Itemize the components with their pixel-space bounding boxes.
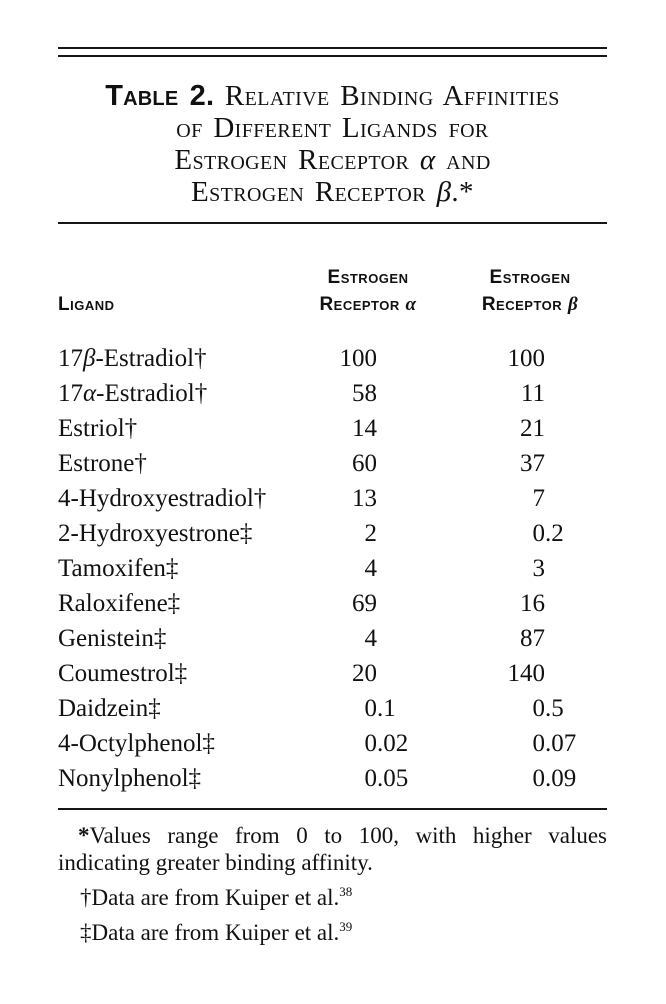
- table-row: [58, 691, 607, 726]
- header-er-beta: [460, 264, 600, 318]
- value-integer-part: 7: [532, 485, 545, 512]
- value-integer-part: 0: [364, 695, 377, 722]
- value-integer-part: 4: [364, 625, 377, 652]
- er-beta-value-cell: [490, 516, 605, 551]
- ligand-name-cell: Estriol†: [58, 415, 138, 442]
- value-integer-part: 14: [352, 415, 377, 442]
- er-alpha-value-cell: [306, 341, 418, 376]
- er-beta-value-cell: [490, 481, 605, 516]
- ligand-name-cell: 4-Hydroxyestradiol†: [58, 485, 267, 512]
- value-integer-part: 0: [532, 695, 545, 722]
- er-alpha-value-cell: [306, 761, 418, 796]
- ligand-name-cell: Raloxifene‡: [58, 590, 181, 617]
- table-row: [58, 516, 607, 551]
- table-row: [58, 446, 607, 481]
- ligand-name-cell: Tamoxifen‡: [58, 555, 179, 582]
- header-er-beta-line-1: Estrogen: [489, 267, 571, 288]
- value-integer-part: 4: [364, 555, 377, 582]
- value-fraction-part: .1: [377, 695, 396, 722]
- reference-number-38: 38: [339, 884, 353, 899]
- er-beta-value-cell: [490, 376, 605, 411]
- value-integer-part: 0: [532, 765, 545, 792]
- er-alpha-value-cell: [306, 586, 418, 621]
- value-integer-part: 0: [364, 765, 377, 792]
- footnote-dagger: [58, 884, 607, 911]
- er-alpha-value-cell: [306, 446, 418, 481]
- header-er-alpha: [306, 264, 430, 318]
- footnote-values-range: [58, 822, 607, 876]
- value-fraction-part: .2: [545, 520, 564, 547]
- footnote-dagger-text: Data are from Kuiper et al.: [91, 885, 340, 910]
- table-bottom-rule: [58, 808, 607, 810]
- er-beta-value-cell: [490, 726, 605, 761]
- value-fraction-part: .5: [545, 695, 564, 722]
- value-fraction-part: .09: [545, 765, 577, 792]
- title-separator-rule: [58, 222, 607, 224]
- ligand-name-cell: Nonylphenol‡: [58, 765, 202, 792]
- header-ligand: Ligand: [58, 294, 115, 315]
- table-row: [58, 656, 607, 691]
- table-title: [58, 80, 607, 208]
- table-number-label: Table 2.: [105, 80, 215, 112]
- value-integer-part: 37: [520, 450, 545, 477]
- dagger-marker: †: [80, 885, 92, 910]
- top-double-rule-upper: [58, 47, 607, 49]
- reference-number-39: 39: [339, 919, 353, 934]
- table-row: [58, 621, 607, 656]
- table-row: [58, 726, 607, 761]
- table-title-text: Relative Binding Affinities: [224, 80, 560, 112]
- value-fraction-part: .05: [377, 765, 409, 792]
- table-row: [58, 341, 607, 376]
- header-er-alpha-line-2: Receptor α: [319, 294, 417, 315]
- value-integer-part: 3: [532, 555, 545, 582]
- er-alpha-value-cell: [306, 376, 418, 411]
- ligand-name-cell: 2-Hydroxyestrone‡: [58, 520, 253, 547]
- er-beta-value-cell: [490, 446, 605, 481]
- value-integer-part: 16: [520, 590, 545, 617]
- er-beta-value-cell: [490, 691, 605, 726]
- er-beta-value-cell: [490, 621, 605, 656]
- footnote-values-range-text: Values range from 0 to 100, with higher values indicating greater binding affinity.: [58, 823, 607, 875]
- ligand-name-cell: 17α-Estradiol†: [58, 380, 208, 407]
- table-row: [58, 411, 607, 446]
- value-integer-part: 13: [352, 485, 377, 512]
- table-rows: [58, 341, 607, 796]
- value-integer-part: 87: [520, 625, 545, 652]
- er-alpha-value-cell: [306, 621, 418, 656]
- value-fraction-part: .07: [545, 730, 577, 757]
- table-header-row: [58, 264, 607, 318]
- table-row: [58, 551, 607, 586]
- table-title-line-1: [58, 80, 607, 112]
- value-integer-part: 100: [507, 345, 545, 372]
- value-integer-part: 100: [339, 345, 377, 372]
- value-integer-part: 69: [352, 590, 377, 617]
- er-alpha-value-cell: [306, 411, 418, 446]
- er-alpha-value-cell: [306, 691, 418, 726]
- value-integer-part: 20: [352, 660, 377, 687]
- value-fraction-part: .02: [377, 730, 409, 757]
- er-beta-value-cell: [490, 586, 605, 621]
- value-integer-part: 58: [352, 380, 377, 407]
- top-double-rule-lower: [58, 55, 607, 57]
- asterisk-marker: *: [78, 823, 90, 848]
- footnote-double-dagger: [58, 919, 607, 946]
- table-title-line-4: Estrogen Receptor β.*: [191, 176, 474, 208]
- er-alpha-value-cell: [306, 516, 418, 551]
- value-integer-part: 11: [520, 380, 545, 407]
- ligand-name-cell: Coumestrol‡: [58, 660, 188, 687]
- ligand-name-cell: Daidzein‡: [58, 695, 161, 722]
- value-integer-part: 2: [364, 520, 377, 547]
- footnote-double-dagger-text: Data are from Kuiper et al.: [91, 920, 340, 945]
- er-beta-value-cell: [490, 761, 605, 796]
- ligand-name-cell: Estrone†: [58, 450, 147, 477]
- ligand-name-cell: Genistein‡: [58, 625, 167, 652]
- er-beta-value-cell: [490, 551, 605, 586]
- er-alpha-value-cell: [306, 656, 418, 691]
- header-er-alpha-line-1: Estrogen: [327, 267, 409, 288]
- double-dagger-marker: ‡: [80, 920, 92, 945]
- er-beta-value-cell: [490, 411, 605, 446]
- value-integer-part: 0: [364, 730, 377, 757]
- er-beta-value-cell: [490, 656, 605, 691]
- er-alpha-value-cell: [306, 726, 418, 761]
- table-title-line-3: Estrogen Receptor α and: [174, 144, 491, 176]
- value-integer-part: 140: [507, 660, 545, 687]
- value-integer-part: 0: [532, 520, 545, 547]
- table-row: [58, 481, 607, 516]
- er-beta-value-cell: [490, 341, 605, 376]
- value-integer-part: 60: [352, 450, 377, 477]
- table-row: [58, 761, 607, 796]
- ligand-name-cell: 17β-Estradiol†: [58, 345, 207, 372]
- er-alpha-value-cell: [306, 551, 418, 586]
- ligand-name-cell: 4-Octylphenol‡: [58, 730, 215, 757]
- table-row: [58, 376, 607, 411]
- table-title-line-2: of Different Ligands for: [176, 112, 489, 144]
- value-integer-part: 21: [520, 415, 545, 442]
- header-er-beta-line-2: Receptor β: [481, 294, 579, 315]
- table-row: [58, 586, 607, 621]
- value-integer-part: 0: [532, 730, 545, 757]
- er-alpha-value-cell: [306, 481, 418, 516]
